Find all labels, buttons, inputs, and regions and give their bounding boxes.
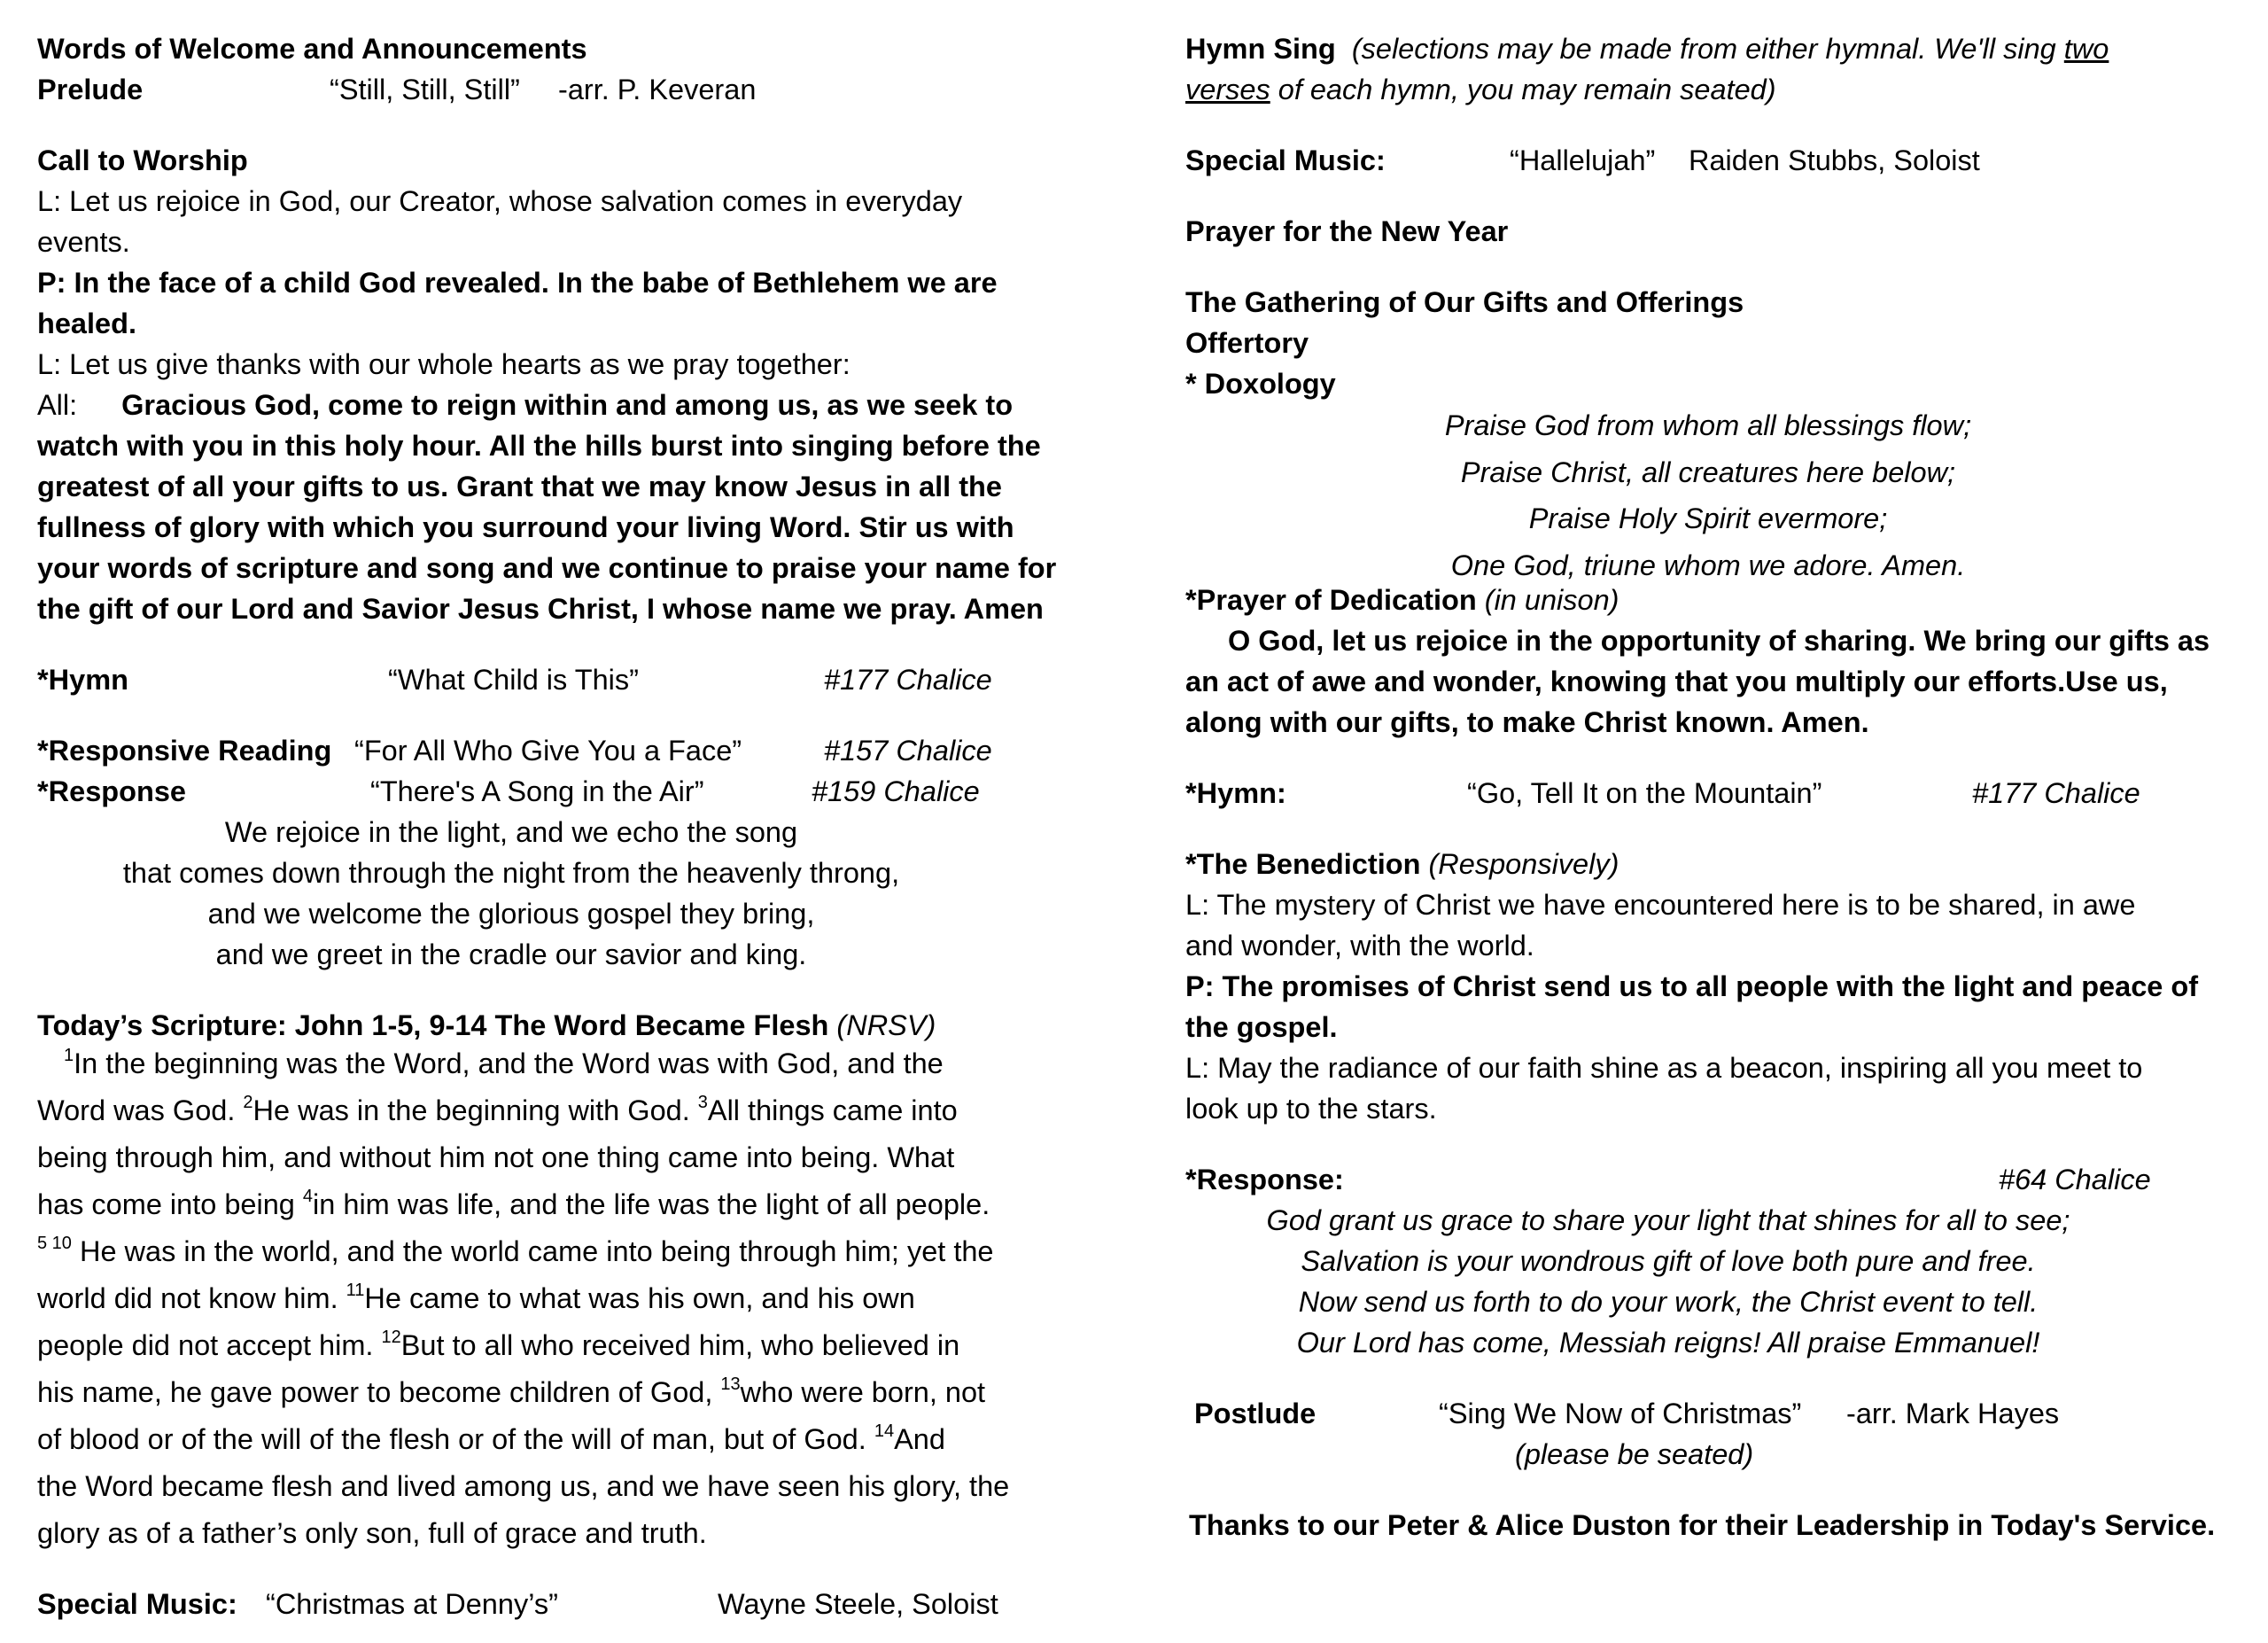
scripture-line: the Word became flesh and lived among us, and we have seen his glory, the xyxy=(37,1470,1010,1502)
scripture-line xyxy=(37,1369,1083,1416)
all-prefix: All: xyxy=(37,389,78,421)
dedication-text: an act of awe and wonder, knowing that you multiply our efforts.Use us, xyxy=(1185,666,2168,697)
hymn-sing-note: (selections may be made from either hymnal. We'll sing xyxy=(1351,33,2056,65)
scripture-fragment: of blood or of the will of the flesh or of the will of man, but of God. xyxy=(37,1423,866,1455)
unison-text: Gracious God, come to reign within and among us, as we seek to xyxy=(121,389,1014,421)
hymn-sing-note: of each hymn, you may remain seated) xyxy=(1278,74,1776,105)
benediction-label: *The Benediction xyxy=(1185,848,1421,880)
hymn-label: *Hymn: xyxy=(1185,777,1286,809)
special-music-title: “Hallelujah” xyxy=(1510,144,1656,176)
special-music-row xyxy=(1185,140,2231,181)
unison-line xyxy=(37,385,1083,425)
postlude-row xyxy=(1185,1393,2231,1434)
hymn-title: “What Child is This” xyxy=(388,664,639,696)
leader-line: L: Let us give thanks with our whole hearts as we pray together: xyxy=(37,348,850,380)
response-title: “There's A Song in the Air” xyxy=(370,775,704,807)
offertory-heading: Offertory xyxy=(1185,327,1309,359)
scripture-line: being through him, and without him not one thing came into being. What xyxy=(37,1141,955,1173)
scripture-fragment: And xyxy=(894,1423,945,1455)
hymn-row xyxy=(37,659,1083,700)
postlude-arranger: -arr. Mark Hayes xyxy=(1846,1398,2060,1429)
leader-line: L: Let us rejoice in God, our Creator, whose salvation comes in everyday xyxy=(37,185,963,217)
scripture-fragment: But to all who received him, who believed in xyxy=(400,1329,960,1361)
scripture-line xyxy=(37,1275,1083,1322)
verse-line: Now send us forth to do your work, the Christ event to tell. xyxy=(1298,1286,2039,1318)
responsive-reading-row xyxy=(37,730,1083,771)
verse-line: and we welcome the glorious gospel they bring, xyxy=(207,898,815,930)
prelude-arranger: -arr. P. Keveran xyxy=(558,74,757,105)
hymn-sing-note-underlined: two xyxy=(2063,33,2109,65)
responsive-reading-number: #157 Chalice xyxy=(824,735,992,767)
special-music-row xyxy=(37,1584,1083,1624)
verse-number: 1 xyxy=(64,1046,74,1065)
leader-line: events. xyxy=(37,226,130,258)
response-row xyxy=(1185,1159,2231,1200)
verse-line: God grant us grace to share your light that shines for all to see; xyxy=(1266,1204,2070,1236)
scripture-version: (NRSV) xyxy=(836,1009,936,1041)
scripture-line xyxy=(37,1087,1083,1134)
scripture-line xyxy=(37,1322,1083,1369)
verse-line: Praise Christ, all creatures here below; xyxy=(1460,456,1956,488)
verse-number: 14 xyxy=(874,1421,895,1441)
special-music-performer: Raiden Stubbs, Soloist xyxy=(1689,144,1980,176)
response-row xyxy=(37,771,1083,812)
scripture-line xyxy=(37,1181,1083,1228)
hymn-row xyxy=(1185,773,2231,814)
responsive-reading-title: “For All Who Give You a Face” xyxy=(354,735,742,767)
verse-line: Praise Holy Spirit evermore; xyxy=(1528,502,1888,534)
leader-line: L: The mystery of Christ we have encountered here is to be shared, in awe xyxy=(1185,889,2136,921)
doxology-heading: * Doxology xyxy=(1185,368,1336,400)
hymn-sing-line xyxy=(1185,69,2231,110)
hymn-sing-line xyxy=(1185,28,2231,69)
hymn-number: #177 Chalice xyxy=(824,664,992,696)
verse-line: Praise God from whom all blessings flow; xyxy=(1444,409,1972,441)
scripture-fragment: his name, he gave power to become children of God, xyxy=(37,1376,713,1408)
hymn-sing-note-underlined: verses xyxy=(1185,74,1270,105)
dedication-text: O God, let us rejoice in the opportunity of sharing. We bring our gifts as xyxy=(1228,625,2210,657)
gathering-heading: The Gathering of Our Gifts and Offerings xyxy=(1185,286,1744,318)
prelude-label: Prelude xyxy=(37,74,144,105)
benediction-heading-line xyxy=(1185,844,2231,884)
response-label: *Response xyxy=(37,775,186,807)
scripture-fragment: In the beginning was the Word, and the Word was with God, and the xyxy=(74,1047,944,1079)
dedication-text: along with our gifts, to make Christ known. Amen. xyxy=(1185,706,1869,738)
dedication-label: *Prayer of Dedication xyxy=(1185,584,1477,616)
special-music-label: Special Music: xyxy=(1185,144,1386,176)
prayer-new-year-heading: Prayer for the New Year xyxy=(1185,215,1509,247)
verse-line: Salvation is your wondrous gift of love both pure and free. xyxy=(1301,1245,2036,1277)
unison-text: the gift of our Lord and Savior Jesus Christ, I whose name we pray. Amen xyxy=(37,593,1044,625)
welcome-heading: Words of Welcome and Announcements xyxy=(37,33,587,65)
special-music-performer: Wayne Steele, Soloist xyxy=(718,1588,998,1620)
response-label: *Response: xyxy=(1185,1164,1344,1195)
verse-line: that comes down through the night from the heavenly throng, xyxy=(122,857,900,889)
scripture-fragment: people did not accept him. xyxy=(37,1329,374,1361)
unison-text: your words of scripture and song and we continue to praise your name for xyxy=(37,552,1057,584)
verse-number: 12 xyxy=(381,1328,401,1347)
hymn-number: #177 Chalice xyxy=(1972,777,2140,809)
unison-text: greatest of all your gifts to us. Grant that we may know Jesus in all the xyxy=(37,471,1002,502)
verse-number: 3 xyxy=(697,1093,708,1112)
scripture-line xyxy=(37,1040,1083,1087)
hymn-label: *Hymn xyxy=(37,664,128,696)
response-verse xyxy=(37,812,985,975)
verse-number: 13 xyxy=(720,1374,741,1394)
prelude-title: “Still, Still, Still” xyxy=(330,74,520,105)
people-line: P: In the face of a child God revealed. In the babe of Bethlehem we are xyxy=(37,267,998,299)
scripture-fragment: Word was God. xyxy=(37,1094,236,1126)
scripture-line xyxy=(37,1228,1083,1275)
verse-line: One God, triune whom we adore. Amen. xyxy=(1450,549,1966,581)
people-line: healed. xyxy=(37,308,136,339)
scripture-fragment: He was in the world, and the world came into being through him; yet the xyxy=(79,1235,994,1267)
verse-number: 4 xyxy=(302,1187,314,1206)
thanks-line: Thanks to our Peter & Alice Duston for their Leadership in Today's Service. xyxy=(1189,1509,2216,1541)
scripture-fragment: has come into being xyxy=(37,1188,295,1220)
scripture-fragment: world did not know him. xyxy=(37,1282,338,1314)
postlude-label: Postlude xyxy=(1194,1398,1317,1429)
unison-text: fullness of glory with which you surround your living Word. Stir us with xyxy=(37,511,1014,543)
responsive-reading-label: *Responsive Reading xyxy=(37,735,332,767)
scripture-fragment: He came to what was his own, and his own xyxy=(364,1282,915,1314)
verse-line: and we greet in the cradle our savior and king. xyxy=(215,938,807,970)
people-line: P: The promises of Christ send us to all people with the light and peace of xyxy=(1185,970,2199,1002)
verse-line: Our Lord has come, Messiah reigns! All praise Emmanuel! xyxy=(1296,1327,2040,1359)
special-music-title: “Christmas at Denny’s” xyxy=(266,1588,558,1620)
postlude-note: (please be seated) xyxy=(1515,1438,1754,1470)
scripture-heading: Today’s Scripture: John 1-5, 9-14 The Word Became Flesh xyxy=(37,1009,829,1041)
scripture-text xyxy=(37,1040,1083,1557)
scripture-fragment: He was in the beginning with God. xyxy=(252,1094,690,1126)
hymn-sing-label: Hymn Sing xyxy=(1185,33,1336,65)
response-number: #159 Chalice xyxy=(812,775,980,807)
response-number: #64 Chalice xyxy=(1999,1164,2151,1195)
verse-line: We rejoice in the light, and we echo the song xyxy=(224,816,798,848)
verse-number: 2 xyxy=(243,1093,253,1112)
scripture-fragment: in him was life, and the life was the light of all people. xyxy=(313,1188,990,1220)
scripture-fragment: All things came into xyxy=(707,1094,958,1126)
dedication-note: (in unison) xyxy=(1484,584,1619,616)
unison-text: watch with you in this holy hour. All the hills burst into singing before the xyxy=(37,430,1041,462)
hymn-title: “Go, Tell It on the Mountain” xyxy=(1467,777,1822,809)
scripture-fragment: who were born, not xyxy=(740,1376,986,1408)
doxology-verse xyxy=(1185,402,2231,588)
benediction-note: (Responsively) xyxy=(1428,848,1619,880)
scripture-line: glory as of a father’s only son, full of grace and truth. xyxy=(37,1517,707,1549)
leader-line: L: May the radiance of our faith shine as a beacon, inspiring all you meet to xyxy=(1185,1052,2143,1084)
prelude-row xyxy=(37,69,1083,110)
call-to-worship-heading: Call to Worship xyxy=(37,144,248,176)
postlude-title: “Sing We Now of Christmas” xyxy=(1439,1398,1802,1429)
verse-number: 11 xyxy=(346,1281,365,1300)
leader-line: look up to the stars. xyxy=(1185,1093,1437,1125)
special-music-label: Special Music: xyxy=(37,1588,237,1620)
right-column xyxy=(1185,28,2231,1546)
leader-line: and wonder, with the world. xyxy=(1185,930,1534,962)
postlude-note-row xyxy=(1185,1434,2231,1475)
scripture-line xyxy=(37,1416,1083,1463)
people-line: the gospel. xyxy=(1185,1011,1338,1043)
verse-number: 5 10 xyxy=(37,1234,72,1253)
left-column xyxy=(37,28,1083,1624)
response-verse xyxy=(1185,1200,2151,1363)
